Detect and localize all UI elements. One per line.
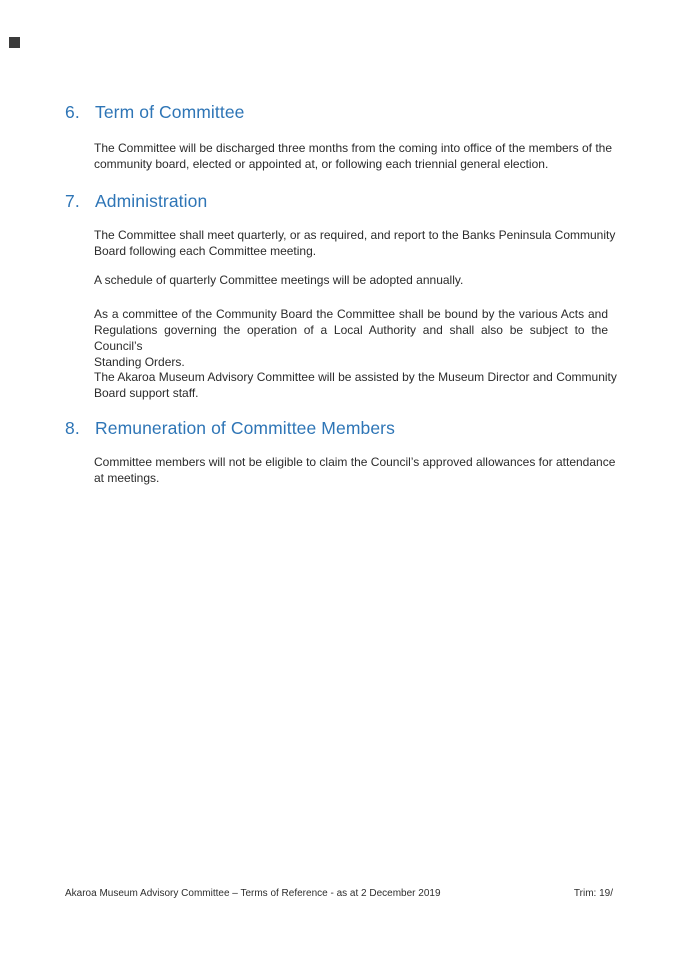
section-number: 8.	[65, 418, 80, 438]
text-line: community board, elected or appointed at, or following each triennial general election.	[94, 157, 549, 171]
text-line: at meetings.	[94, 471, 160, 485]
footer-document-title: Akaroa Museum Advisory Committee – Terms of Reference - as at 2 December 2019	[65, 888, 441, 899]
text-line: Regulations governing the operation of a Local Authority and shall also be subject to the Council’s	[94, 323, 608, 353]
section-title: Administration	[95, 191, 208, 211]
page-footer	[65, 887, 613, 900]
text-line: Board following each Committee meeting.	[94, 244, 317, 258]
text-line: Standing Orders.	[94, 355, 185, 369]
section-title: Term of Committee	[95, 102, 245, 122]
paragraph	[94, 454, 616, 486]
paragraph	[94, 306, 608, 370]
paragraph	[94, 369, 617, 401]
text-line: As a committee of the Community Board the Committee shall be bound by the various Acts and	[94, 307, 608, 321]
text-line: The Committee shall meet quarterly, or as required, and report to the Banks Peninsula Community	[94, 228, 616, 242]
section-title: Remuneration of Committee Members	[95, 418, 395, 438]
text-line: The Committee will be discharged three months from the coming into office of the members of the	[94, 141, 613, 155]
text-line: Board support staff.	[94, 386, 199, 400]
text-line: The Akaroa Museum Advisory Committee will be assisted by the Museum Director and Community	[94, 370, 617, 384]
footer-trim-reference: Trim: 19/	[573, 888, 613, 899]
text-line: Committee members will not be eligible to claim the Council’s approved allowances for attendance	[94, 455, 616, 469]
section-heading-7	[65, 190, 207, 212]
text-line: A schedule of quarterly Committee meetings will be adopted annually.	[94, 273, 464, 287]
paragraph	[94, 227, 616, 259]
paragraph	[94, 272, 608, 288]
section-heading-6	[65, 101, 245, 123]
section-number: 7.	[65, 191, 80, 211]
section-number: 6.	[65, 102, 80, 122]
corner-artifact	[9, 37, 20, 48]
section-heading-8	[65, 417, 395, 439]
paragraph	[94, 140, 613, 172]
